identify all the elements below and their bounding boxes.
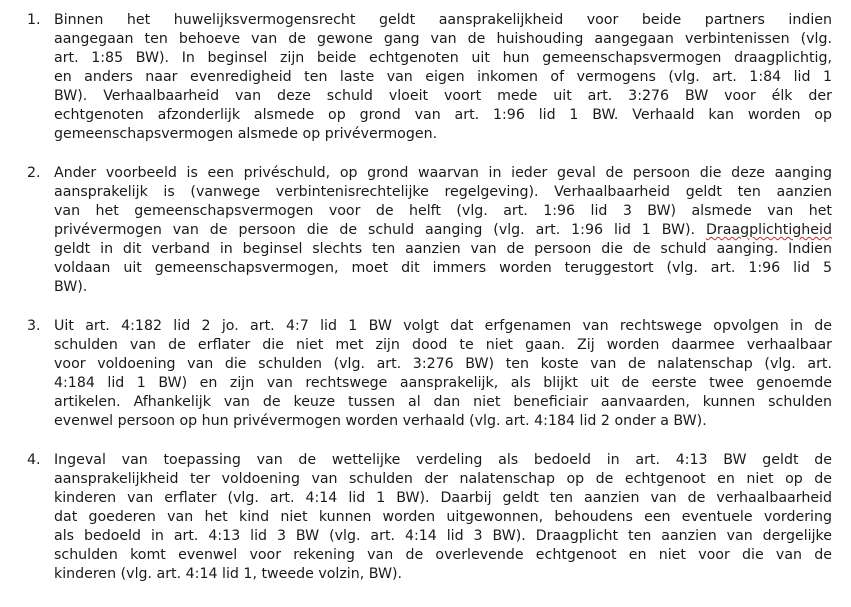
- text-line: art. 1:85 BW). In beginsel zijn beide echtgenoten uit hun gemeenschapsvermogen draagplichtig,: [54, 50, 832, 66]
- text-line: Uit art. 4:182 lid 2 jo. art. 4:7 lid 1 BW volgt dat erfgenamen van rechtswege opvolgen in de: [54, 318, 832, 334]
- item-text: [54, 164, 832, 297]
- item-number: 4.: [27, 452, 41, 468]
- text-line: en anders naar evenredigheid ten laste van eigen inkomen of vermogens (vlg. art. 1:84 lid 1: [54, 69, 832, 85]
- text-line: schulden komt evenwel voor rekening van de overlevende echtgenoot en niet voor die van de: [54, 547, 832, 563]
- misspelled-word[interactable]: Draagplichtigheid: [705, 222, 832, 238]
- item-number: 3.: [27, 318, 41, 334]
- text-line: Ingeval van toepassing van de wettelijke verdeling als bedoeld in art. 4:13 BW geldt de: [54, 452, 832, 468]
- item-text: [54, 451, 832, 584]
- text-line-with-spellcheck: [54, 221, 832, 240]
- text-line: kinderen (vlg. art. 4:14 lid 1, tweede volzin, BW).: [54, 566, 403, 582]
- text-line: voldaan uit gemeenschapsvermogen, moet dit immers worden teruggestort (vlg. art. 1:96 lid 5: [54, 260, 832, 276]
- text-line: echtgenoten afzonderlijk alsmede op grond van art. 1:96 lid 1 BW. Verhaald kan worden op: [54, 107, 832, 123]
- text-line: BW). Verhaalbaarheid van deze schuld vloeit voort mede uit art. 3:276 BW voor élk der: [54, 88, 832, 104]
- text-line: geldt in dit verband in beginsel slechts ten aanzien van de persoon die de schuld aanging. Indien: [54, 241, 832, 257]
- text-line: artikelen. Afhankelijk van de keuze tussen al dan niet beneficiair aanvaarden, kunnen schulden: [54, 394, 832, 410]
- text-line: 4:184 lid 1 BW) en zijn van rechtswege aansprakelijk, als blijkt uit de eerste twee genoemde: [54, 375, 832, 391]
- item-text: [54, 11, 832, 144]
- text-segment: privévermogen van de persoon die de schuld aanging (vlg. art. 1:96 lid 1 BW).: [54, 222, 696, 238]
- text-line: kinderen van erflater (vlg. art. 4:14 lid 1 BW). Daarbij geldt ten aanzien van de verhaalbaarheid: [54, 490, 832, 506]
- item-number: 1.: [27, 12, 41, 28]
- text-line: voor voldoening van die schulden (vlg. art. 3:276 BW) ten koste van de nalatenschap (vlg. art.: [54, 356, 832, 372]
- text-line: BW).: [54, 279, 88, 295]
- text-line: schulden van de erflater die niet met zijn dood te niet gaan. Zij worden daarmee verhaalbaar: [54, 337, 832, 353]
- item-text: [54, 317, 832, 431]
- text-line: evenwel persoon op hun privévermogen worden verhaald (vlg. art. 4:184 lid 2 onder a BW).: [54, 413, 707, 429]
- text-line: gemeenschapsvermogen alsmede op privévermogen.: [54, 126, 438, 142]
- text-line: aangegaan ten behoeve van de gewone gang van de huishouding aangegaan verbintenissen (vlg.: [54, 31, 832, 47]
- text-line: aansprakelijkheid ter voldoening van schulden der nalatenschap op de echtgenoot en niet op de: [54, 471, 832, 487]
- item-number: 2.: [27, 165, 41, 181]
- text-line: aansprakelijk is (vanwege verbintenisrechtelijke regelgeving). Verhaalbaarheid geldt ten aanzien: [54, 184, 832, 200]
- text-line: als bedoeld in art. 4:13 lid 3 BW (vlg. art. 4:14 lid 3 BW). Draagplicht ten aanzien van dergelijke: [54, 528, 832, 544]
- text-line: van het gemeenschapsvermogen voor de helft (vlg. art. 1:96 lid 3 BW) alsmede van het: [54, 203, 832, 219]
- text-line: Ander voorbeeld is een privéschuld, op grond waarvan in ieder geval de persoon die deze aanging: [54, 165, 832, 181]
- text-line: Binnen het huwelijksvermogensrecht geldt aansprakelijkheid voor beide partners indien: [54, 12, 832, 28]
- text-line: dat goederen van het kind niet kunnen worden uitgewonnen, behoudens een eventuele vordering: [54, 509, 832, 525]
